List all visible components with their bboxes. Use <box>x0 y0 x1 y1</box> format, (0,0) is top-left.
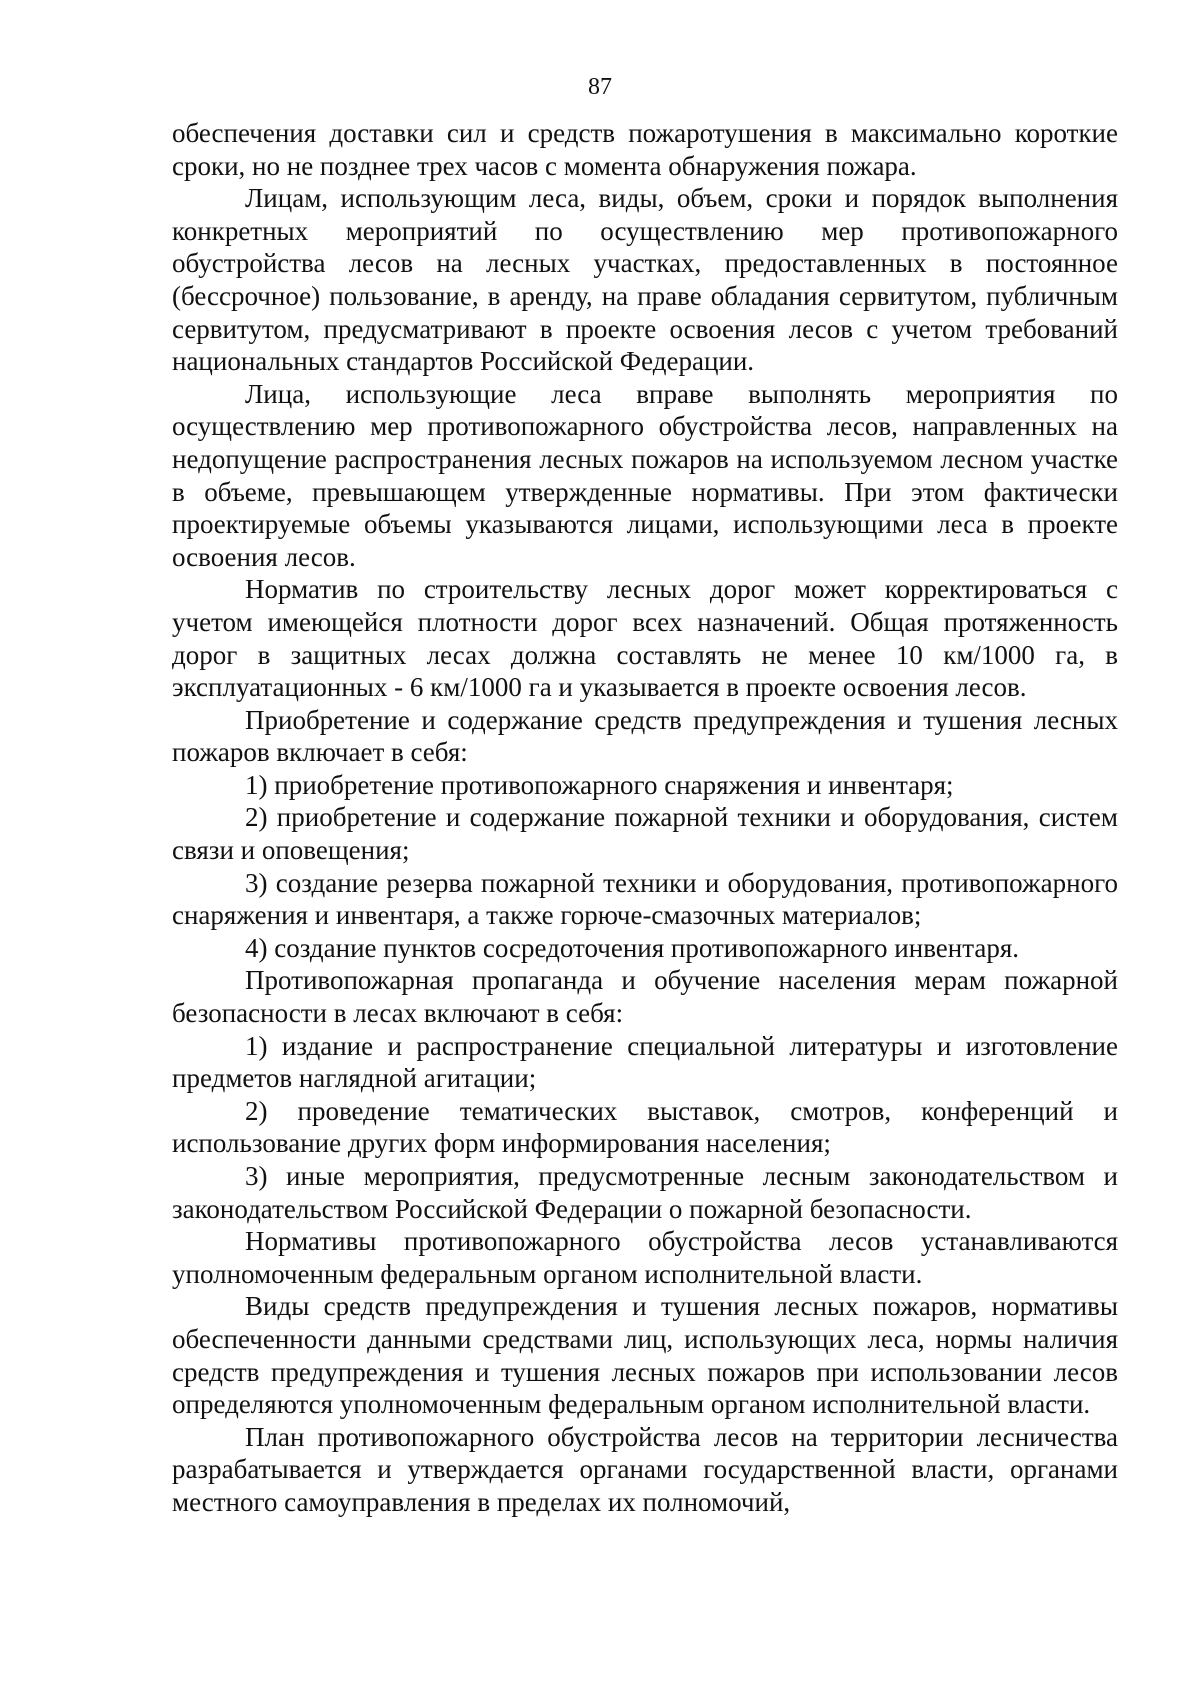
list-item: 4) создание пунктов сосредоточения противопожарного инвентаря. <box>245 932 1020 963</box>
paragraph: Виды средств предупреждения и тушения лесных пожаров, нормативы обеспеченности данными средствами лиц, использующих леса, нормы наличия средств предупреждения и тушения лесных пожаров при использовании лесов определяются уполномоченным федеральным органом исполнительной власти. <box>172 1291 1118 1420</box>
list-item: 1) приобретение противопожарного снаряжения и инвентаря; <box>245 769 954 800</box>
page-number: 87 <box>588 74 612 100</box>
paragraph: Норматив по строительству лесных дорог может корректироваться с учетом имеющейся плотности дорог всех назначений. Общая протяженность дорог в защитных лесах должна составлять не менее 10 км/1000 га, в эксплуатационных - 6 км/1000 га и указывается в проекте освоения лесов. <box>172 574 1118 703</box>
list-item: 1) издание и распространение специальной литературы и изготовление предметов наглядной агитации; <box>172 1030 1118 1094</box>
list-item: 2) проведение тематических выставок, смотров, конференций и использование других форм информирования населения; <box>172 1095 1118 1159</box>
paragraph: План противопожарного обустройства лесов на территории лесничества разрабатывается и утверждается органами государственной власти, органами местного самоуправления в пределах их полномочий, <box>172 1421 1118 1517</box>
paragraph: Лица, использующие леса вправе выполнять мероприятия по осуществлению мер противопожарного обустройства лесов, направленных на недопущение распространения лесных пожаров на используемом лесном участке в объеме, превышающем утвержденные нормативы. При этом фактически проектируемые объемы указываются лицами, использующими леса в проекте освоения лесов. <box>172 378 1118 572</box>
document-body <box>172 117 1118 1519</box>
paragraph: Лицам, использующим леса, виды, объем, сроки и порядок выполнения конкретных мероприятий по осуществлению мер противопожарного обустройства лесов на лесных участках, предоставленных в постоянное (бессрочное) пользование, в аренду, на праве обладания сервитутом, публичным сервитутом, предусматривают в проекте освоения лесов с учетом требований национальных стандартов Российской Федерации. <box>172 183 1118 377</box>
paragraph: Нормативы противопожарного обустройства лесов устанавливаются уполномоченным федеральным органом исполнительной власти. <box>172 1226 1118 1289</box>
paragraph: Противопожарная пропаганда и обучение населения мерам пожарной безопасности в лесах включают в себя: <box>172 965 1118 1029</box>
list-item: 2) приобретение и содержание пожарной техники и оборудования, систем связи и оповещения; <box>172 802 1118 866</box>
list-item: 3) иные мероприятия, предусмотренные лесным законодательством и законодательством Российской Федерации о пожарной безопасности. <box>172 1161 1118 1224</box>
paragraph: Приобретение и содержание средств предупреждения и тушения лесных пожаров включает в себя: <box>172 704 1118 768</box>
list-item: 3) создание резерва пожарной техники и оборудования, противопожарного снаряжения и инвентаря, а также горюче-смазочных материалов; <box>172 867 1118 931</box>
paragraph: обеспечения доставки сил и средств пожаротушения в максимально короткие сроки, но не позднее трех часов с момента обнаружения пожара. <box>172 118 1118 181</box>
